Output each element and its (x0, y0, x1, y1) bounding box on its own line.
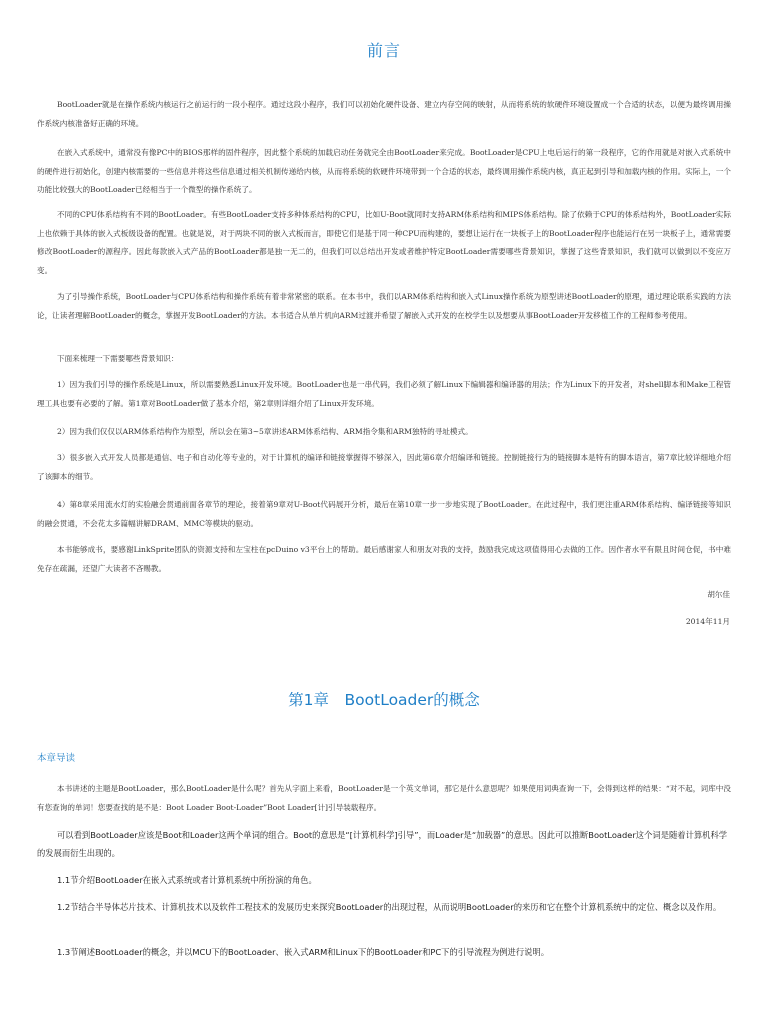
preface-paragraph-7: 2）因为我们仅仅以ARM体系结构作为原型，所以会在第3~5章讲述ARM体系结构、ARM指令集和ARM独特的寻址模式。 (57, 427, 473, 436)
preface-paragraph-2: 在嵌入式系统中，通常没有像PC中的BIOS那样的固件程序，因此整个系统的加载启动任务就完全由BootLoader来完成。BootLoader是CPU上电后运行的第一段程序，它的作用就是对嵌入式系统中的硬件进行初始化，创建内核需要的一些信息并将这些信息通过相关机制传递给内核，从而将系统的软硬件环境带到一个合适的状态，最终调用操作系统内核，真正起到引导和加载内核的作用。实际上，一个功能比较强大的BootLoader已经相当于一个微型的操作系统了。 (37, 148, 731, 194)
preface-paragraph-6: 1）因为我们引导的操作系统是Linux，所以需要熟悉Linux开发环境。BootLoader也是一串代码，我们必须了解Linux下编辑器和编译器的用法；作为Linux下的开发者，对shell脚本和Make工程管理工具也要有必要的了解。第1章对BootLoader做了基本介绍，第2章则详细介绍了Linux开发环境。 (37, 380, 731, 408)
chapter-intro-paragraph: 本书讲述的主题是BootLoader，那么BootLoader是什么呢？首先从字面上来看，BootLoader是一个英文单词，那它是什么意思呢？如果使用词典查询一下，会得到这样的结果：“对不起，词库中没有您查询的单词！您要查找的是不是：Boot Loader Boot-Loader”Boot Loader[计]引导装载程序。 (37, 784, 731, 812)
preface-paragraph-10: 本书能够成书，要感谢LinkSprite团队的资源支持和左宝柱在pcDuino v3平台上的帮助。最后感谢家人和朋友对我的支持，鼓励我完成这项值得用心去做的工作。因作者水平有限且时间仓促，书中难免存在疏漏，还望广大读者不吝赐教。 (37, 545, 731, 573)
preface-paragraph-5: 下面来梳理一下需要哪些背景知识： (57, 354, 179, 363)
preface-date: 2014年11月 (685, 617, 730, 626)
chapter-title: 第1章 BootLoader的概念 (288, 691, 480, 709)
preface-paragraph-9: 4）第8章采用流水灯的实验融会贯通前面各章节的理论，接着第9章对U-Boot代码展开分析，最后在第10章一步一步地实现了BootLoader。在此过程中，我们更注重ARM体系结构、编译链接等知识的融会贯通，不会花太多篇幅讲解DRAM、MMC等模块的驱动。 (37, 500, 731, 528)
chapter-paragraph-3: 1.2节结合半导体芯片技术、计算机技术以及软件工程技术的发展历史来探究BootLoader的出现过程，从而说明BootLoader的来历和它在整个计算机系统中的定位、概念以及作用。 (57, 902, 722, 912)
chapter-paragraph-2: 1.1节介绍BootLoader在嵌入式系统或者计算机系统中所扮演的角色。 (57, 875, 317, 885)
preface-author: 胡尔佳 (707, 590, 730, 599)
preface-paragraph-1: BootLoader就是在操作系统内核运行之前运行的一段小程序。通过这段小程序，我们可以初始化硬件设备、建立内存空间的映射，从而将系统的软硬件环境设置成一个合适的状态，以便为最终调用操作系统内核准备好正确的环境。 (37, 100, 731, 128)
section-heading: 本章导读 (37, 753, 76, 764)
preface-paragraph-4: 为了引导操作系统，BootLoader与CPU体系结构和操作系统有着非常紧密的联系。在本书中，我们以ARM体系结构和嵌入式Linux操作系统为原型讲述BootLoader的原理，通过理论联系实践的方法论，让读者理解BootLoader的概念，掌握开发BootLoader的方法。本书适合从单片机向ARM过渡并希望了解嵌入式开发的在校学生以及想要从事BootLoader开发移植工作的工程师参考使用。 (37, 292, 731, 320)
chapter-paragraph-4: 1.3节阐述BootLoader的概念，并以MCU下的BootLoader、嵌入式ARM和Linux下的BootLoader和PC下的引导流程为例进行说明。 (57, 947, 550, 957)
preface-paragraph-8: 3）很多嵌入式开发人员都是通信、电子和自动化等专业的，对于计算机的编译和链接掌握得不够深入，因此第6章介绍编译和链接。控制链接行为的链接脚本是特有的脚本语言，第7章比较详细地介绍了该脚本的细节。 (37, 453, 731, 481)
preface-paragraph-3: 不同的CPU体系结构有不同的BootLoader。有些BootLoader支持多种体系结构的CPU，比如U-Boot就同时支持ARM体系结构和MIPS体系结构。除了依赖于CPU的体系结构外，BootLoader实际上也依赖于具体的嵌入式板级设备的配置。也就是说，对于两块不同的嵌入式板而言，即使它们是基于同一种CPU而构建的，要想让运行在一块板子上的BootLoader程序也能运行在另一块板子上，通常需要修改BootLoader的源程序。因此每款嵌入式产品的BootLoader都是独一无二的，但我们可以总结出开发或者维护特定BootLoader需要哪些背景知识，掌握了这些背景知识，我们就可以做到以不变应万变。 (37, 210, 731, 275)
chapter-paragraph-1: 可以看到BootLoader应该是Boot和Loader这两个单词的组合。Boot的意思是“[计算机科学]引导”，而Loader是“加载器”的意思。因此可以推断BootLoader这个词是随着计算机科学的发展而衍生出现的。 (37, 830, 728, 858)
preface-title: 前言 (366, 41, 401, 60)
